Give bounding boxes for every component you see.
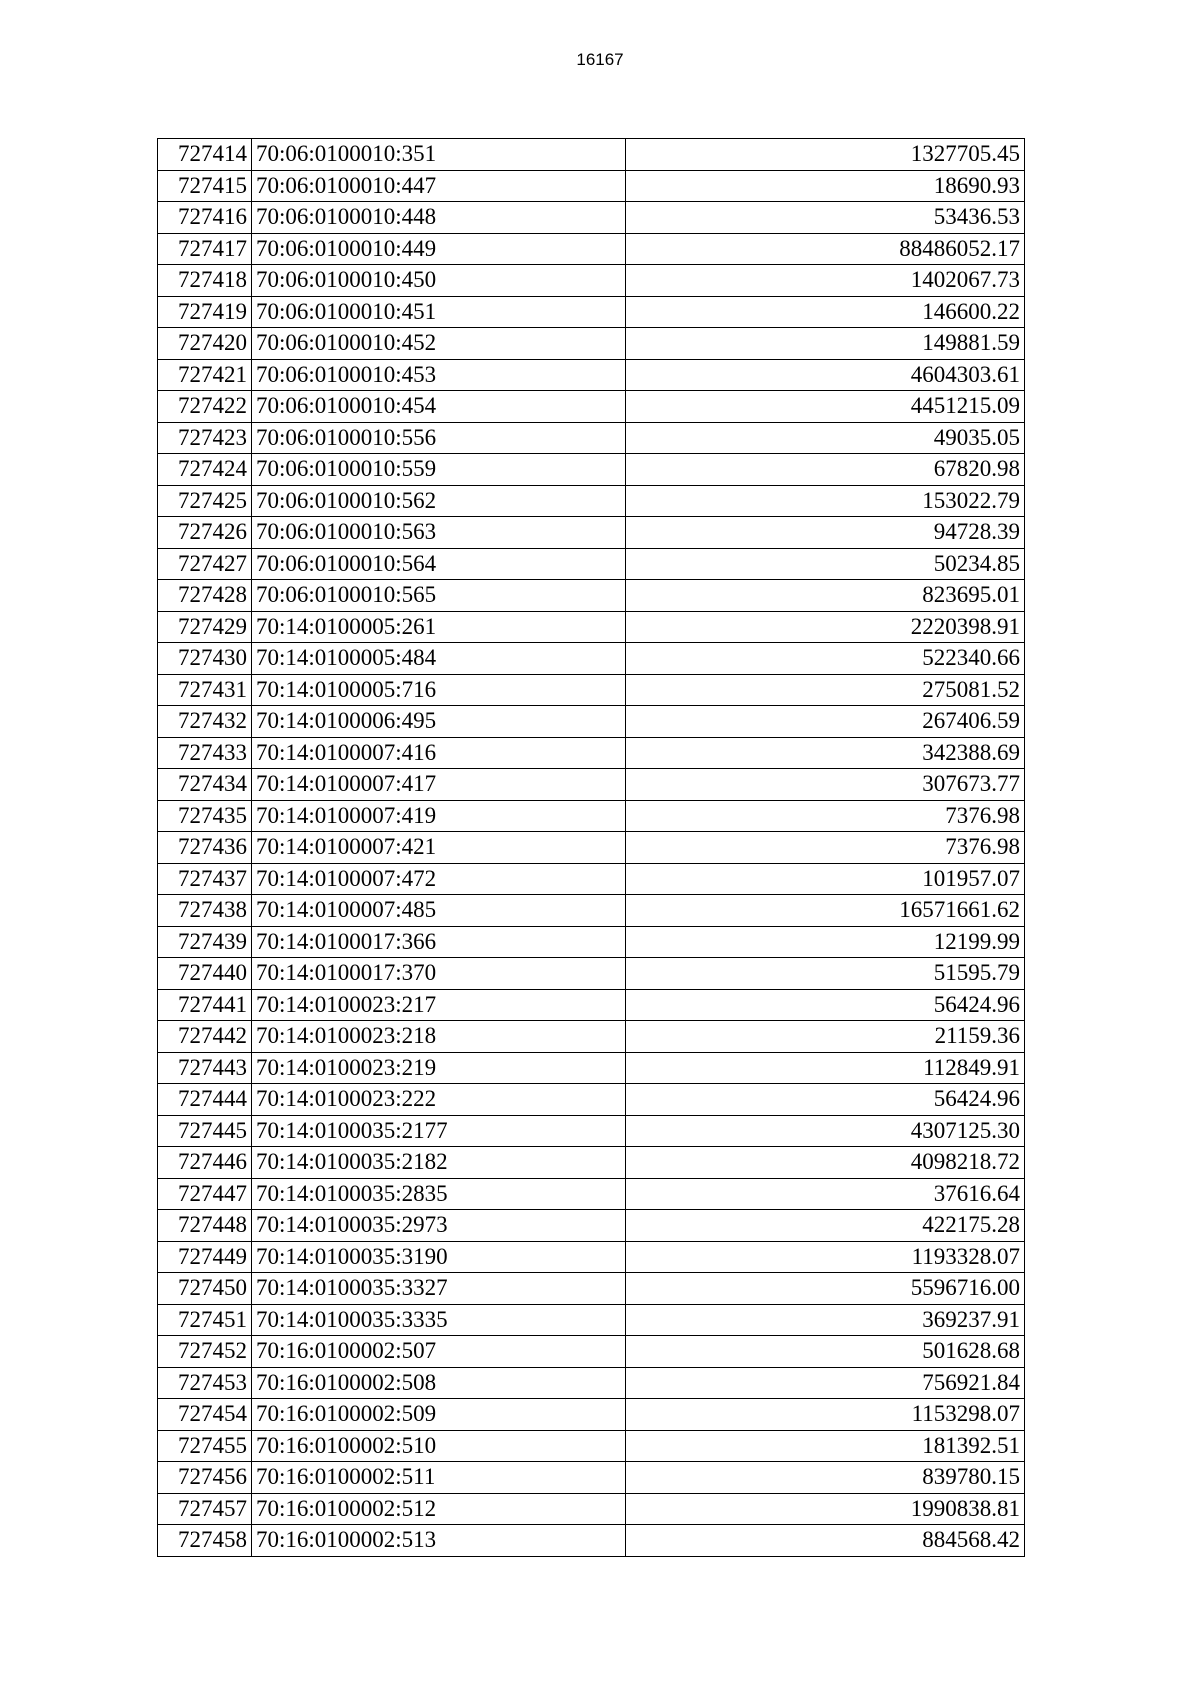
cadastral-number-cell: 70:06:0100010:451 (252, 296, 626, 328)
table-row (158, 989, 1025, 1021)
cadastral-number-cell: 70:14:0100007:472 (252, 863, 626, 895)
cadastral-number-cell: 70:06:0100010:453 (252, 359, 626, 391)
cadastral-value-cell: 5596716.00 (626, 1273, 1025, 1305)
row-id-cell: 727428 (158, 580, 252, 612)
cadastral-number-cell: 70:14:0100007:421 (252, 832, 626, 864)
row-id-cell: 727423 (158, 422, 252, 454)
cadastral-number-cell: 70:14:0100023:218 (252, 1021, 626, 1053)
row-id-cell: 727446 (158, 1147, 252, 1179)
table-row (158, 1052, 1025, 1084)
row-id-cell: 727456 (158, 1462, 252, 1494)
row-id-cell: 727431 (158, 674, 252, 706)
row-id-cell: 727441 (158, 989, 252, 1021)
cadastral-value-cell: 4307125.30 (626, 1115, 1025, 1147)
cadastral-number-cell: 70:14:0100005:261 (252, 611, 626, 643)
cadastral-number-cell: 70:14:0100035:2973 (252, 1210, 626, 1242)
cadastral-number-cell: 70:14:0100035:3335 (252, 1304, 626, 1336)
cadastral-number-cell: 70:16:0100002:509 (252, 1399, 626, 1431)
table-row (158, 548, 1025, 580)
table-row (158, 1084, 1025, 1116)
row-id-cell: 727419 (158, 296, 252, 328)
page-number: 16167 (576, 50, 624, 69)
table-row (158, 1493, 1025, 1525)
cadastral-value-cell: 1193328.07 (626, 1241, 1025, 1273)
cadastral-value-cell: 146600.22 (626, 296, 1025, 328)
table-row (158, 769, 1025, 801)
cadastral-number-cell: 70:06:0100010:565 (252, 580, 626, 612)
cadastral-value-cell: 56424.96 (626, 989, 1025, 1021)
table-row (158, 580, 1025, 612)
cadastral-value-cell: 4451215.09 (626, 391, 1025, 423)
cadastral-value-cell: 56424.96 (626, 1084, 1025, 1116)
cadastral-number-cell: 70:06:0100010:454 (252, 391, 626, 423)
table-row (158, 1336, 1025, 1368)
cadastral-number-cell: 70:14:0100035:3327 (252, 1273, 626, 1305)
cadastral-number-cell: 70:06:0100010:447 (252, 170, 626, 202)
table-row (158, 1115, 1025, 1147)
row-id-cell: 727442 (158, 1021, 252, 1053)
row-id-cell: 727445 (158, 1115, 252, 1147)
cadastral-value-cell: 342388.69 (626, 737, 1025, 769)
cadastral-number-cell: 70:16:0100002:510 (252, 1430, 626, 1462)
cadastral-number-cell: 70:14:0100007:419 (252, 800, 626, 832)
cadastral-value-cell: 50234.85 (626, 548, 1025, 580)
cadastral-number-cell: 70:06:0100010:452 (252, 328, 626, 360)
table-row (158, 1430, 1025, 1462)
row-id-cell: 727457 (158, 1493, 252, 1525)
cadastral-value-cell: 267406.59 (626, 706, 1025, 738)
row-id-cell: 727437 (158, 863, 252, 895)
row-id-cell: 727414 (158, 139, 252, 171)
cadastral-number-cell: 70:06:0100010:559 (252, 454, 626, 486)
cadastral-value-cell: 501628.68 (626, 1336, 1025, 1368)
cadastral-number-cell: 70:14:0100005:716 (252, 674, 626, 706)
table-row (158, 706, 1025, 738)
cadastral-number-cell: 70:14:0100035:2177 (252, 1115, 626, 1147)
row-id-cell: 727422 (158, 391, 252, 423)
row-id-cell: 727433 (158, 737, 252, 769)
row-id-cell: 727415 (158, 170, 252, 202)
table-row (158, 1304, 1025, 1336)
row-id-cell: 727458 (158, 1525, 252, 1557)
row-id-cell: 727432 (158, 706, 252, 738)
row-id-cell: 727450 (158, 1273, 252, 1305)
cadastral-number-cell: 70:14:0100035:2182 (252, 1147, 626, 1179)
table-row (158, 800, 1025, 832)
row-id-cell: 727452 (158, 1336, 252, 1368)
table-row (158, 1273, 1025, 1305)
cadastral-number-cell: 70:16:0100002:507 (252, 1336, 626, 1368)
cadastral-number-cell: 70:14:0100007:416 (252, 737, 626, 769)
table-row (158, 202, 1025, 234)
cadastral-value-cell: 275081.52 (626, 674, 1025, 706)
row-id-cell: 727425 (158, 485, 252, 517)
cadastral-value-cell: 12199.99 (626, 926, 1025, 958)
cadastral-number-cell: 70:14:0100007:417 (252, 769, 626, 801)
cadastral-number-cell: 70:16:0100002:511 (252, 1462, 626, 1494)
cadastral-number-cell: 70:06:0100010:564 (252, 548, 626, 580)
row-id-cell: 727454 (158, 1399, 252, 1431)
cadastral-number-cell: 70:06:0100010:563 (252, 517, 626, 549)
row-id-cell: 727436 (158, 832, 252, 864)
cadastral-value-cell: 21159.36 (626, 1021, 1025, 1053)
cadastral-value-cell: 51595.79 (626, 958, 1025, 990)
cadastral-value-cell: 49035.05 (626, 422, 1025, 454)
row-id-cell: 727434 (158, 769, 252, 801)
table-row (158, 1147, 1025, 1179)
cadastral-number-cell: 70:14:0100007:485 (252, 895, 626, 927)
row-id-cell: 727416 (158, 202, 252, 234)
cadastral-value-cell: 369237.91 (626, 1304, 1025, 1336)
table-row (158, 1367, 1025, 1399)
table-row (158, 1525, 1025, 1557)
table-row (158, 139, 1025, 171)
cadastral-number-cell: 70:14:0100023:219 (252, 1052, 626, 1084)
table-row (158, 359, 1025, 391)
row-id-cell: 727447 (158, 1178, 252, 1210)
cadastral-number-cell: 70:16:0100002:508 (252, 1367, 626, 1399)
cadastral-number-cell: 70:14:0100023:217 (252, 989, 626, 1021)
row-id-cell: 727455 (158, 1430, 252, 1462)
cadastral-value-cell: 67820.98 (626, 454, 1025, 486)
table-row (158, 485, 1025, 517)
cadastral-number-cell: 70:14:0100035:3190 (252, 1241, 626, 1273)
cadastral-value-cell: 522340.66 (626, 643, 1025, 675)
row-id-cell: 727451 (158, 1304, 252, 1336)
table-row (158, 1210, 1025, 1242)
table-row (158, 611, 1025, 643)
cadastral-number-cell: 70:14:0100005:484 (252, 643, 626, 675)
cadastral-value-cell: 1153298.07 (626, 1399, 1025, 1431)
cadastral-value-cell: 149881.59 (626, 328, 1025, 360)
table-row (158, 296, 1025, 328)
row-id-cell: 727429 (158, 611, 252, 643)
cadastral-value-cell: 4604303.61 (626, 359, 1025, 391)
cadastral-value-cell: 37616.64 (626, 1178, 1025, 1210)
cadastral-number-cell: 70:06:0100010:562 (252, 485, 626, 517)
table-row (158, 265, 1025, 297)
cadastral-value-cell: 823695.01 (626, 580, 1025, 612)
table-row (158, 1178, 1025, 1210)
cadastral-value-cell: 112849.91 (626, 1052, 1025, 1084)
cadastral-value-table (157, 138, 1025, 1557)
row-id-cell: 727427 (158, 548, 252, 580)
cadastral-number-cell: 70:14:0100023:222 (252, 1084, 626, 1116)
cadastral-value-cell: 422175.28 (626, 1210, 1025, 1242)
cadastral-value-cell: 16571661.62 (626, 895, 1025, 927)
table-row (158, 958, 1025, 990)
row-id-cell: 727430 (158, 643, 252, 675)
cadastral-value-cell: 101957.07 (626, 863, 1025, 895)
cadastral-number-cell: 70:06:0100010:556 (252, 422, 626, 454)
row-id-cell: 727435 (158, 800, 252, 832)
row-id-cell: 727453 (158, 1367, 252, 1399)
row-id-cell: 727417 (158, 233, 252, 265)
cadastral-value-cell: 884568.42 (626, 1525, 1025, 1557)
row-id-cell: 727443 (158, 1052, 252, 1084)
cadastral-value-cell: 1990838.81 (626, 1493, 1025, 1525)
table-row (158, 643, 1025, 675)
cadastral-value-cell: 2220398.91 (626, 611, 1025, 643)
row-id-cell: 727448 (158, 1210, 252, 1242)
table-row (158, 1021, 1025, 1053)
table-row (158, 832, 1025, 864)
cadastral-value-cell: 4098218.72 (626, 1147, 1025, 1179)
table-row (158, 674, 1025, 706)
cadastral-value-cell: 307673.77 (626, 769, 1025, 801)
row-id-cell: 727418 (158, 265, 252, 297)
table-row (158, 1399, 1025, 1431)
cadastral-number-cell: 70:16:0100002:513 (252, 1525, 626, 1557)
cadastral-value-cell: 1402067.73 (626, 265, 1025, 297)
cadastral-value-cell: 53436.53 (626, 202, 1025, 234)
cadastral-number-cell: 70:14:0100017:370 (252, 958, 626, 990)
cadastral-number-cell: 70:14:0100035:2835 (252, 1178, 626, 1210)
cadastral-value-cell: 839780.15 (626, 1462, 1025, 1494)
row-id-cell: 727424 (158, 454, 252, 486)
table-row (158, 926, 1025, 958)
cadastral-number-cell: 70:06:0100010:450 (252, 265, 626, 297)
cadastral-number-cell: 70:06:0100010:351 (252, 139, 626, 171)
cadastral-value-cell: 756921.84 (626, 1367, 1025, 1399)
table-row (158, 1462, 1025, 1494)
table-body (158, 139, 1025, 1557)
table-row (158, 170, 1025, 202)
row-id-cell: 727449 (158, 1241, 252, 1273)
row-id-cell: 727440 (158, 958, 252, 990)
cadastral-value-cell: 94728.39 (626, 517, 1025, 549)
row-id-cell: 727444 (158, 1084, 252, 1116)
cadastral-value-cell: 88486052.17 (626, 233, 1025, 265)
cadastral-value-cell: 1327705.45 (626, 139, 1025, 171)
cadastral-value-cell: 153022.79 (626, 485, 1025, 517)
cadastral-number-cell: 70:14:0100006:495 (252, 706, 626, 738)
cadastral-number-cell: 70:06:0100010:448 (252, 202, 626, 234)
table-row (158, 517, 1025, 549)
table-row (158, 454, 1025, 486)
row-id-cell: 727438 (158, 895, 252, 927)
row-id-cell: 727426 (158, 517, 252, 549)
cadastral-value-cell: 18690.93 (626, 170, 1025, 202)
row-id-cell: 727420 (158, 328, 252, 360)
cadastral-number-cell: 70:16:0100002:512 (252, 1493, 626, 1525)
table-row (158, 328, 1025, 360)
table-row (158, 391, 1025, 423)
table-row (158, 233, 1025, 265)
row-id-cell: 727421 (158, 359, 252, 391)
table-row (158, 422, 1025, 454)
cadastral-number-cell: 70:06:0100010:449 (252, 233, 626, 265)
table-row (158, 863, 1025, 895)
table-row (158, 737, 1025, 769)
table-row (158, 895, 1025, 927)
cadastral-value-cell: 181392.51 (626, 1430, 1025, 1462)
cadastral-number-cell: 70:14:0100017:366 (252, 926, 626, 958)
table-row (158, 1241, 1025, 1273)
row-id-cell: 727439 (158, 926, 252, 958)
cadastral-value-cell: 7376.98 (626, 832, 1025, 864)
cadastral-value-cell: 7376.98 (626, 800, 1025, 832)
